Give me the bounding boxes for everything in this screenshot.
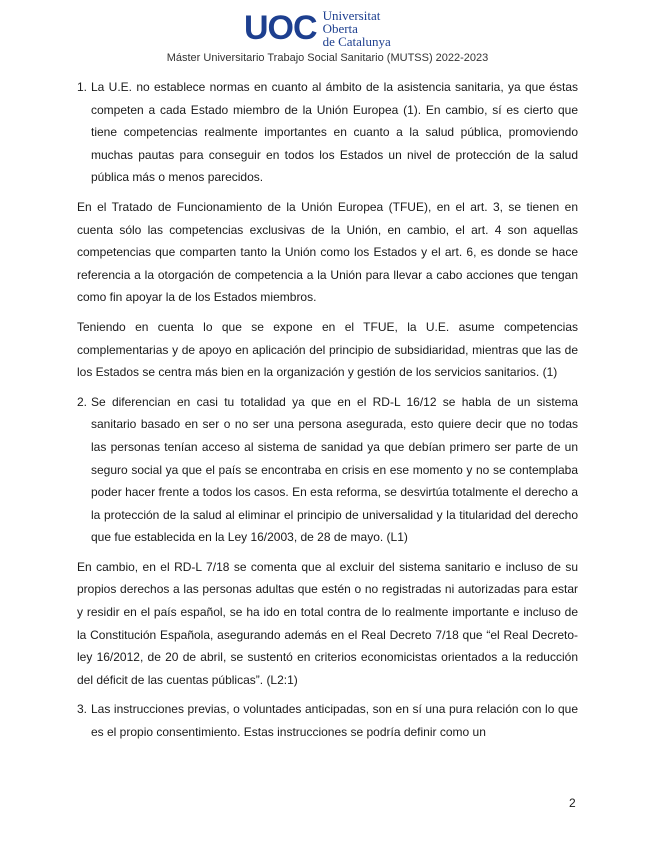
- list-item-3: [77, 698, 578, 743]
- list-number-1: 1.: [77, 80, 88, 94]
- list-text-2: Se diferencian en casi tu totalidad ya que en el RD-L 16/12 se habla de un sistema sanitario basado en ser o no ser una persona asegurada, esto quiere decir que no todas las personas tenían acceso al sistema de sanidad ya que debían primero ser parte de un seguro social ya que el país se encontraba en crisis en ese momento y no se contemplaba poder hacer frente a todos los casos. En esta reforma, se desvirtúa totalmente el derecho a la protección de la salud al eliminar el principio de universalidad y la titularidad del derecho que fue establecida en la Ley 16/2003, de 28 de mayo. (L1): [91, 394, 578, 545]
- list-text-3: Las instrucciones previas, o voluntades anticipadas, son en sí una pura relación con lo que es el propio consentimiento. Estas instrucciones se podría definir como un: [91, 702, 578, 740]
- list-item-1: [77, 76, 578, 189]
- uoc-logo: [244, 8, 414, 48]
- uoc-logo-text: [323, 9, 414, 48]
- uoc-logo-mark: UOC: [244, 9, 317, 47]
- uoc-logo-line2: de Catalunya: [322, 33, 391, 49]
- page-number: 2: [569, 796, 576, 810]
- paragraph-subsidiaridad: Teniendo en cuenta lo que se expone en el TFUE, la U.E. asume competencias complementarias y de apoyo en aplicación del principio de subsidiaridad, mientras que las de los Estados se centra más bien en la organización y gestión de los servicios sanitarios. (1): [77, 319, 578, 380]
- paragraph-rdl-7-18: En cambio, en el RD-L 7/18 se comenta que al excluir del sistema sanitario e incluso de su propios derechos a las personas adultas que estén o no registradas ni autorizadas para estar y residir en el país español, se ha ido en total contra de lo realmente importante e incluso de la Constitución Española, asegurando además en el Real Decreto 7/18 que “el Real Decreto-ley 16/2012, de 20 de abril, se sustentó en criterios economicistas orientados a la reducción del déficit de las cuentas públicas”. (L2:1): [77, 559, 578, 687]
- list-text-1: La U.E. no establece normas en cuanto al ámbito de la asistencia sanitaria, ya que éstas competen a cada Estado miembro de la Unión Europea (1). En cambio, sí es cierto que tiene competencias realmente importantes en cuanto a la salud pública, promoviendo muchas pautas para conseguir en todos los Estados un nivel de protección de la salud pública más o menos parecidos.: [91, 80, 578, 185]
- list-number-3: 3.: [77, 702, 88, 717]
- uoc-logo-line1: Universitat Oberta: [322, 7, 381, 36]
- list-item-2: [77, 391, 578, 549]
- paragraph-tfue: En el Tratado de Funcionamiento de la Unión Europea (TFUE), en el art. 3, se tienen en cuenta sólo las competencias exclusivas de la Unión, en cambio, el art. 4 son aquellas competencias que comparten tanto la Unión como los Estados y el art. 6, es donde se hace referencia a la otorgación de competencia a la Unión para llevar a cabo acciones que tengan como fin apoyar la de los Estados miembros.: [77, 199, 578, 305]
- document-body: [77, 76, 578, 751]
- list-number-2: 2.: [77, 394, 88, 409]
- page-header: Máster Universitario Trabajo Social Sanitario (MUTSS) 2022-2023: [166, 52, 489, 64]
